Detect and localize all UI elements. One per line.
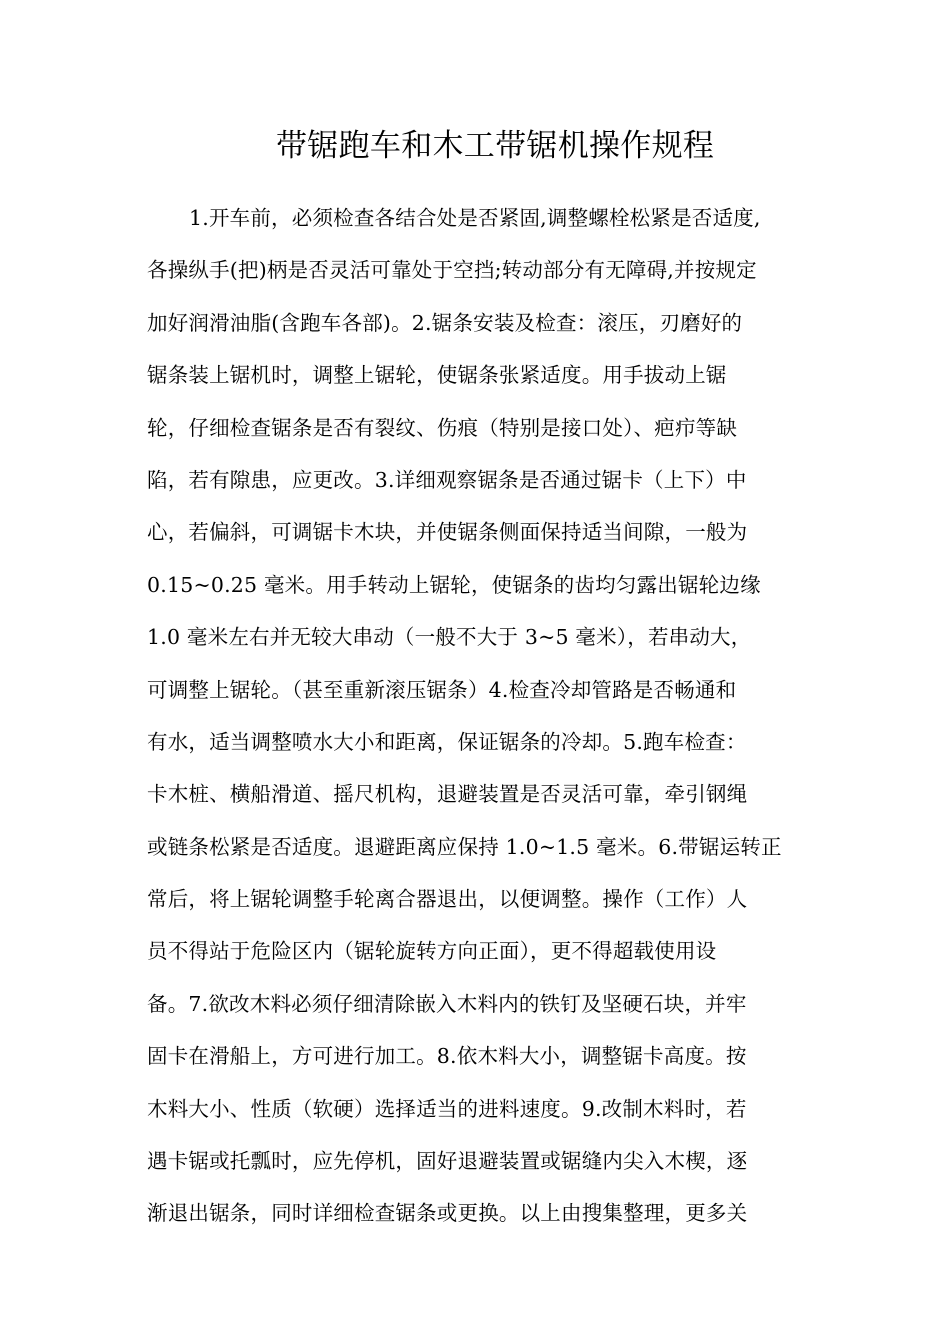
body-line: 有水，适当调整喷水大小和距离，保证锯条的冷却。5.跑车检查： <box>147 729 747 754</box>
body-line: 1.开车前，必须检查各结合处是否紧固,调整螺栓松紧是否适度, <box>189 206 761 230</box>
document-title: 带锯跑车和木工带锯机操作规程 <box>276 128 715 164</box>
body-line: 遇卡锯或托瓢时，应先停机，固好退避装置或锯缝内尖入木楔，逐 <box>147 1149 748 1174</box>
body-line: 心，若偏斜，可调锯卡木块，并使锯条侧面保持适当间隙，一般为 <box>147 520 748 545</box>
body-line: 加好润滑油脂(含跑车各部)。2.锯条安装及检查：滚压，刃磨好的 <box>147 310 743 335</box>
body-line: 卡木桩、横船滑道、摇尺机构，退避装置是否灵活可靠，牵引钢绳 <box>147 782 748 807</box>
body-line: 木料大小、性质（软硬）选择适当的进料速度。9.改制木料时，若 <box>147 1096 747 1121</box>
body-line: 固卡在滑船上，方可进行加工。8.依木料大小，调整锯卡高度。按 <box>147 1044 747 1069</box>
body-line: 锯条装上锯机时，调整上锯轮，使锯条张紧适度。用手拔动上锯 <box>147 363 727 388</box>
body-line: 常后，将上锯轮调整手轮离合器退出，以便调整。操作（工作）人 <box>147 887 748 912</box>
body-line: 员不得站于危险区内（锯轮旋转方向正面），更不得超载使用设 <box>147 939 717 964</box>
body-line: 可调整上锯轮。（甚至重新滚压锯条）4.检查冷却管路是否畅通和 <box>147 677 737 702</box>
body-line: 或链条松紧是否适度。退避距离应保持 1.0~1.5 毫米。6.带锯运转正 <box>147 834 782 859</box>
body-line: 0.15~0.25 毫米。用手转动上锯轮，使锯条的齿均匀露出锯轮边缘 <box>147 572 761 597</box>
body-line: 备。7.欲改木料必须仔细清除嵌入木料内的铁钉及坚硬石块，并牢 <box>147 991 747 1016</box>
body-line: 各操纵手(把)柄是否灵活可靠处于空挡;转动部分有无障碍,并按规定 <box>147 258 757 283</box>
body-line: 轮，仔细检查锯条是否有裂纹、伤痕（特别是接口处）、疤疖等缺 <box>147 415 738 440</box>
body-line: 渐退出锯条，同时详细检查锯条或更换。以上由搜集整理，更多关 <box>147 1201 748 1226</box>
body-line: 1.0 毫米左右并无较大串动（一般不大于 3~5 毫米），若串动大， <box>147 625 752 650</box>
document-body <box>147 192 807 1240</box>
body-line: 陷，若有隙患，应更改。3.详细观察锯条是否通过锯卡（上下）中 <box>147 467 747 492</box>
